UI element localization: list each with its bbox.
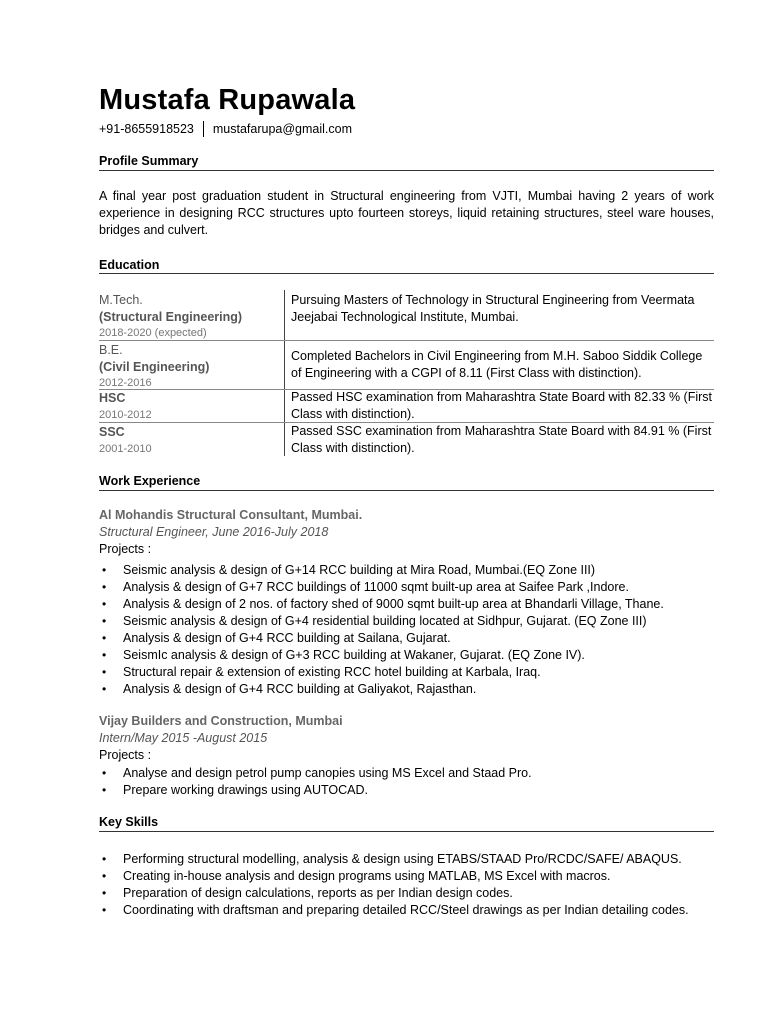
bullet-icon: • bbox=[102, 648, 107, 662]
projects-label: Projects : bbox=[99, 542, 152, 556]
contact-line bbox=[99, 121, 352, 137]
list-item: • Performing structural modelling, analysis & design using ETABS/STAAD Pro/RCDC/SAFE/ ABAQUS. bbox=[102, 852, 682, 866]
bullet-icon: • bbox=[102, 580, 107, 594]
list-item: • Analysis & design of 2 nos. of factory shed of 9000 sqmt built-up area at Bhandarli Village, Thane. bbox=[102, 597, 664, 611]
phone-number: +91-8655918523 bbox=[99, 122, 194, 136]
degree-name: B.E. bbox=[99, 343, 123, 357]
bullet-icon: • bbox=[102, 852, 107, 866]
candidate-name: Mustafa Rupawala bbox=[99, 84, 356, 116]
section-divider bbox=[99, 831, 714, 832]
project-list bbox=[99, 562, 719, 698]
key-skills-heading: Key Skills bbox=[99, 815, 159, 829]
degree-name: HSC bbox=[99, 391, 126, 405]
bullet-icon: • bbox=[102, 665, 107, 679]
list-item: • Analysis & design of G+4 RCC building at Sailana, Gujarat. bbox=[102, 631, 451, 645]
bullet-icon: • bbox=[102, 886, 107, 900]
company-name: Vijay Builders and Construction, Mumbai bbox=[99, 714, 343, 728]
section-divider bbox=[99, 273, 714, 274]
degree-years: 2012-2016 bbox=[99, 377, 152, 389]
profile-summary-heading: Profile Summary bbox=[99, 154, 199, 168]
skills-list bbox=[99, 851, 719, 919]
job-role: Structural Engineer, June 2016-July 2018 bbox=[99, 525, 329, 539]
education-entry-mtech bbox=[99, 292, 242, 342]
bullet-icon: • bbox=[102, 766, 107, 780]
bullet-icon: • bbox=[102, 597, 107, 611]
education-desc-be: Completed Bachelors in Civil Engineering from M.H. Saboo Siddik College of Engineering with a CGPI of 8.11 (First Class with distinction). bbox=[291, 349, 703, 380]
bullet-icon: • bbox=[102, 783, 107, 797]
education-table-divider bbox=[284, 290, 285, 456]
email-address: mustafarupa@gmail.com bbox=[212, 122, 353, 136]
education-entry-hsc bbox=[99, 390, 152, 423]
bullet-icon: • bbox=[102, 614, 107, 628]
work-experience-heading: Work Experience bbox=[99, 474, 201, 488]
education-desc-hsc: Passed HSC examination from Maharashtra State Board with 82.33 % (First Class with distinction). bbox=[291, 390, 713, 421]
bullet-icon: • bbox=[102, 631, 107, 645]
bullet-icon: • bbox=[102, 903, 107, 917]
list-item: • Preparation of design calculations, reports as per Indian design codes. bbox=[102, 886, 513, 900]
bullet-icon: • bbox=[102, 563, 107, 577]
bullet-icon: • bbox=[102, 682, 107, 696]
section-divider bbox=[99, 490, 714, 491]
degree-years: 2018-2020 (expected) bbox=[99, 327, 207, 339]
list-item: • Analyse and design petrol pump canopies using MS Excel and Staad Pro. bbox=[102, 766, 532, 780]
degree-years: 2001-2010 bbox=[99, 442, 152, 455]
section-divider bbox=[99, 170, 714, 171]
list-item: • Coordinating with draftsman and preparing detailed RCC/Steel drawings as per Indian detailing codes. bbox=[102, 903, 689, 917]
projects-label: Projects : bbox=[99, 748, 152, 762]
degree-field: (Structural Engineering) bbox=[99, 309, 243, 324]
list-item: • Analysis & design of G+7 RCC buildings of 11000 sqmt built-up area at Saifee Park ,Indore. bbox=[102, 580, 629, 594]
contact-divider bbox=[203, 121, 204, 137]
education-desc-mtech: Pursuing Masters of Technology in Structural Engineering from Veermata Jeejabai Technological Institute, Mumbai. bbox=[291, 293, 695, 324]
list-item: • Structural repair & extension of existing RCC hotel building at Karbala, Iraq. bbox=[102, 665, 541, 679]
company-name: Al Mohandis Structural Consultant, Mumbai. bbox=[99, 508, 363, 522]
bullet-icon: • bbox=[102, 869, 107, 883]
degree-name: SSC bbox=[99, 425, 125, 439]
degree-name: M.Tech. bbox=[99, 293, 143, 307]
education-entry-be bbox=[99, 342, 209, 392]
list-item: • Prepare working drawings using AUTOCAD. bbox=[102, 783, 369, 797]
list-item: • SeismIc analysis & design of G+3 RCC building at Wakaner, Gujarat. (EQ Zone IV). bbox=[102, 648, 585, 662]
education-heading: Education bbox=[99, 258, 160, 272]
list-item: • Seismic analysis & design of G+4 residential building located at Sidhpur, Gujarat. (EQ Zone III) bbox=[102, 614, 647, 628]
project-list bbox=[99, 765, 719, 799]
degree-years: 2010-2012 bbox=[99, 408, 152, 421]
education-desc-ssc: Passed SSC examination from Maharashtra State Board with 84.91 % (First Class with distinction). bbox=[291, 424, 712, 455]
degree-field: (Civil Engineering) bbox=[99, 359, 210, 374]
list-item: • Creating in-house analysis and design programs using MATLAB, MS Excel with macros. bbox=[102, 869, 611, 883]
job-role: Intern/May 2015 -August 2015 bbox=[99, 731, 268, 745]
list-item: • Analysis & design of G+4 RCC building at Galiyakot, Rajasthan. bbox=[102, 682, 477, 696]
profile-summary-text: A final year post graduation student in Structural engineering from VJTI, Mumbai having 2 years of work experience in designing RCC structures upto fourteen storeys, liquid retaining structures, steel ware houses, bridges and culvert. bbox=[99, 189, 714, 237]
education-entry-ssc bbox=[99, 424, 152, 457]
list-item: • Seismic analysis & design of G+14 RCC building at Mira Road, Mumbai.(EQ Zone III) bbox=[102, 563, 596, 577]
